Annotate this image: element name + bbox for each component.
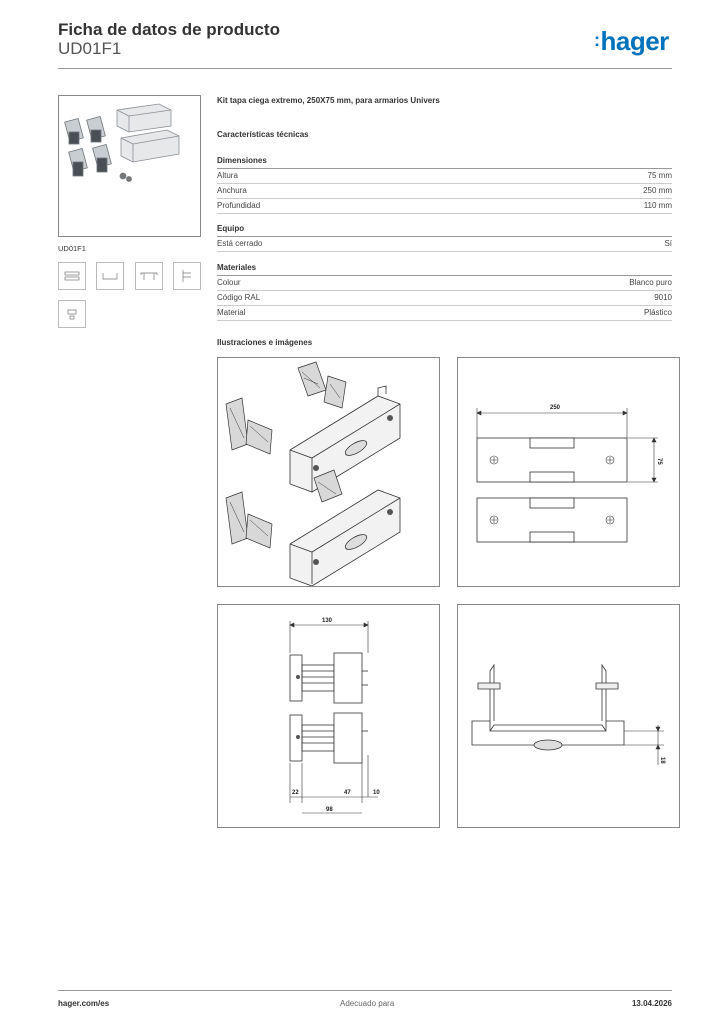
spec-value: 75 mm: [647, 171, 672, 180]
illustration-isometric[interactable]: [217, 357, 440, 587]
illustration-side-view[interactable]: [217, 604, 440, 828]
logo-mark-icon: :: [594, 30, 600, 50]
dim-depth-label: 18: [659, 757, 665, 764]
product-code: UD01F1: [58, 39, 122, 58]
group-dimensiones: [217, 156, 672, 214]
dim-top-label: 130: [322, 618, 333, 624]
footer-date: 13.04.2026: [631, 999, 672, 1008]
spec-row: [217, 276, 672, 291]
hager-logo[interactable]: :hager: [594, 26, 669, 56]
specs-heading: Características técnicas: [217, 130, 309, 139]
spec-label: Código RAL: [217, 293, 261, 302]
thumbnail-3[interactable]: [135, 262, 163, 290]
thumbnail-4[interactable]: [173, 262, 201, 290]
spec-row: [217, 306, 672, 321]
dim-b-label: 47: [344, 790, 351, 796]
illustrations-heading: Ilustraciones e imágenes: [217, 338, 313, 347]
group-heading: Materiales: [217, 263, 672, 276]
thumbnail-5[interactable]: [58, 300, 86, 328]
group-equipo: [217, 224, 672, 252]
spec-value: 9010: [654, 293, 672, 302]
group-materiales: [217, 263, 672, 321]
spec-label: Material: [217, 308, 246, 317]
spec-label: Colour: [217, 278, 241, 287]
main-product-image[interactable]: [58, 95, 201, 237]
spec-value: 250 mm: [643, 186, 672, 195]
spec-value: Blanco puro: [629, 278, 672, 287]
thumbnail-1[interactable]: [58, 262, 86, 290]
spec-value: Sí: [664, 239, 672, 248]
spec-label: Profundidad: [217, 201, 261, 210]
thumbnail-2[interactable]: [96, 262, 124, 290]
spec-label: Altura: [217, 171, 238, 180]
spec-row: [217, 199, 672, 214]
product-title: Kit tapa ciega extremo, 250X75 mm, para armarios Univers: [217, 96, 440, 105]
spec-row: [217, 184, 672, 199]
spec-label: Está cerrado: [217, 239, 263, 248]
group-heading: Equipo: [217, 224, 672, 237]
dim-c-label: 10: [373, 790, 380, 796]
header-divider: [58, 68, 672, 69]
dim-total-label: 98: [326, 807, 333, 813]
spec-row: [217, 169, 672, 184]
spec-row: [217, 291, 672, 306]
spec-value: 110 mm: [643, 201, 672, 210]
dim-a-label: 22: [292, 790, 299, 796]
spec-value: Plástico: [643, 308, 672, 317]
footer-divider: [58, 990, 672, 991]
dim-width-label: 250: [550, 405, 561, 411]
illustration-front-view[interactable]: [457, 357, 680, 587]
spec-label: Anchura: [217, 186, 247, 195]
group-heading: Dimensiones: [217, 156, 672, 169]
illustration-section-view[interactable]: [457, 604, 680, 828]
footer-website-link[interactable]: hager.com/es: [58, 999, 110, 1008]
footer-suitable-for: Adecuado para: [340, 999, 395, 1008]
page-title: Ficha de datos de producto: [58, 20, 280, 39]
spec-row: [217, 237, 672, 252]
dim-height-label: 75: [656, 458, 662, 465]
image-caption: UD01F1: [58, 244, 86, 253]
